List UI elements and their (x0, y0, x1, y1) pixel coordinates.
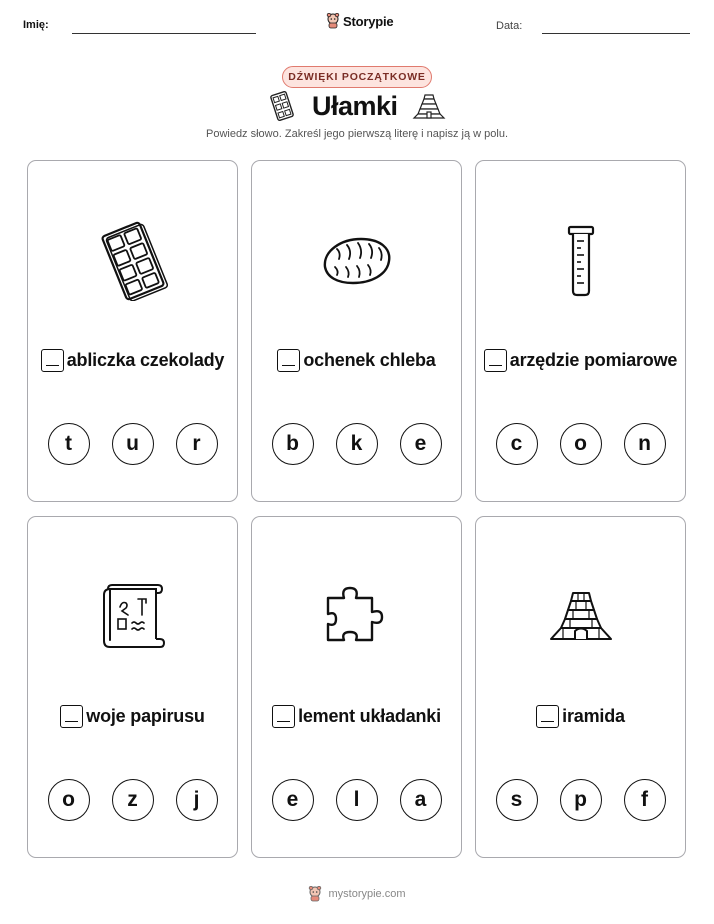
storypie-mascot-icon (308, 886, 322, 902)
letter-choice[interactable]: t (48, 423, 90, 465)
letter-choice[interactable]: z (112, 779, 154, 821)
chocolate-bar-icon (268, 91, 296, 121)
word-card (475, 160, 686, 502)
page-footer (0, 886, 714, 902)
brand-name: Storypie (343, 13, 394, 29)
letter-choice[interactable]: j (176, 779, 218, 821)
letter-choice[interactable]: o (560, 423, 602, 465)
page-title: Ułamki (312, 91, 398, 121)
letter-choice[interactable]: c (496, 423, 538, 465)
word-card (27, 160, 238, 502)
word-card (27, 516, 238, 858)
word-prompt (476, 349, 685, 372)
bread-loaf-icon (319, 233, 395, 289)
partial-word: abliczka czekolady (66, 350, 225, 370)
answer-box[interactable] (536, 705, 559, 728)
letter-choice[interactable]: n (624, 423, 666, 465)
letter-choices (28, 779, 237, 821)
letter-choice[interactable]: u (112, 423, 154, 465)
partial-word: woje papirusu (86, 706, 205, 726)
answer-box[interactable] (484, 349, 507, 372)
category-badge: DŹWIĘKI POCZĄTKOWE (282, 66, 432, 88)
answer-box[interactable] (41, 349, 64, 372)
partial-word: lement układanki (298, 706, 441, 726)
instructions: Powiedz słowo. Zakreśl jego pierwszą literę i napisz ją w polu. (205, 128, 509, 140)
letter-choice[interactable]: a (400, 779, 442, 821)
partial-word: ochenek chleba (303, 350, 436, 370)
letter-choice[interactable]: s (496, 779, 538, 821)
date-field[interactable] (542, 33, 690, 34)
letter-choice[interactable]: b (272, 423, 314, 465)
answer-box[interactable] (60, 705, 83, 728)
date-label: Data: (496, 20, 523, 32)
footer-url[interactable]: mystorypie.com (328, 888, 406, 900)
chocolate-bar-icon (96, 221, 170, 301)
word-prompt (476, 705, 685, 728)
partial-word: arzędzie pomiarowe (509, 350, 678, 370)
letter-choice[interactable]: f (624, 779, 666, 821)
answer-box[interactable] (272, 705, 295, 728)
word-card (251, 516, 462, 858)
pyramid-icon (412, 92, 446, 120)
word-card (251, 160, 462, 502)
letter-choice[interactable]: l (336, 779, 378, 821)
measuring-cylinder-icon (563, 223, 599, 299)
word-prompt (28, 705, 237, 728)
worksheet-header (0, 0, 714, 50)
letter-choices (476, 423, 685, 465)
letter-choice[interactable]: o (48, 779, 90, 821)
letter-choices (252, 423, 461, 465)
word-prompt (252, 705, 461, 728)
word-prompt (252, 349, 461, 372)
letter-choice[interactable]: p (560, 779, 602, 821)
letter-choice[interactable]: r (176, 423, 218, 465)
name-label: Imię: (23, 19, 49, 31)
answer-box[interactable] (277, 349, 300, 372)
letter-choice[interactable]: k (336, 423, 378, 465)
letter-choices (28, 423, 237, 465)
papyrus-scroll-icon (98, 581, 168, 653)
letter-choices (252, 779, 461, 821)
storypie-mascot-icon (326, 13, 340, 29)
puzzle-piece-icon (322, 584, 392, 650)
word-card (475, 516, 686, 858)
letter-choice[interactable]: e (400, 423, 442, 465)
brand-logo (326, 13, 393, 29)
letter-choices (476, 779, 685, 821)
pyramid-icon (545, 587, 617, 647)
name-field[interactable] (72, 33, 256, 34)
word-prompt (28, 349, 237, 372)
partial-word: iramida (562, 706, 625, 726)
letter-choice[interactable]: e (272, 779, 314, 821)
